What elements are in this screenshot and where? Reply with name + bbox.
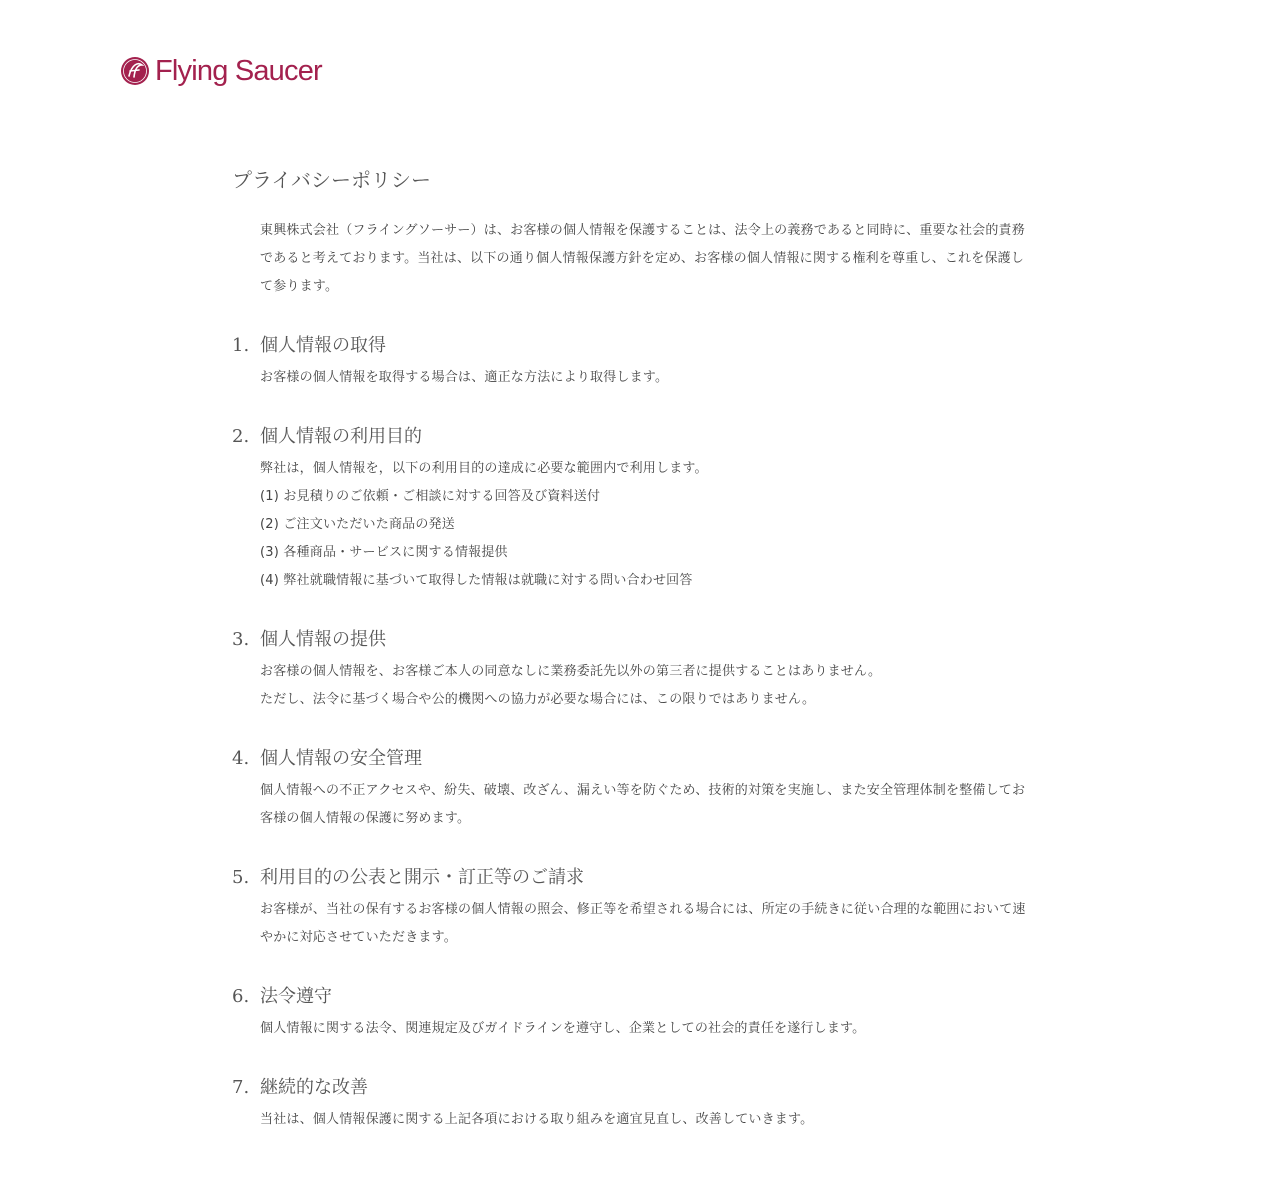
- section-body: [260, 896, 1032, 952]
- section-text: お客様の個人情報を、お客様ご本人の同意なしに業務委託先以外の第三者に提供することはありません。: [260, 664, 882, 679]
- section-number: 3.: [232, 629, 250, 650]
- section-body: [260, 658, 1032, 714]
- flying-saucer-logo-icon: [120, 56, 150, 86]
- section-acquisition: [232, 332, 1032, 392]
- section-text: 個人情報に関する法令、関連規定及びガイドラインを遵守し、企業としての社会的責任を遂行します。: [260, 1021, 866, 1036]
- section-title: 利用目的の公表と開示・訂正等のご請求: [260, 867, 584, 888]
- section-purpose: [232, 423, 1032, 595]
- section-security: [232, 745, 1032, 833]
- section-text: ただし、法令に基づく場合や公的機関への協力が必要な場合には、この限りではありません。: [260, 692, 816, 707]
- section-number: 7.: [232, 1077, 250, 1098]
- section-body: [260, 455, 1032, 595]
- section-text: お客様の個人情報を取得する場合は、適正な方法により取得します。: [260, 370, 669, 385]
- section-heading: [232, 332, 1032, 360]
- section-body: [260, 1106, 1032, 1134]
- brand-name: Flying Saucer: [155, 55, 322, 87]
- section-body: [260, 777, 1032, 833]
- purpose-item: (1) お見積りのご依頼・ご相談に対する回答及び資料送付: [260, 489, 601, 504]
- section-text: 個人情報への不正アクセスや、紛失、破壊、改ざん、漏えい等を防ぐため、技術的対策を実施し、また安全管理体制を整備してお客様の個人情報の保護に努めます。: [260, 783, 1026, 826]
- section-disclosure: [232, 864, 1032, 952]
- brand-logo[interactable]: [120, 52, 322, 90]
- section-heading: [232, 864, 1032, 892]
- purpose-item: (4) 弊社就職情報に基づいて取得した情報は就職に対する問い合わせ回答: [260, 573, 693, 588]
- section-heading: [232, 1074, 1032, 1102]
- section-heading: [232, 626, 1032, 654]
- section-text: 弊社は，個人情報を，以下の利用目的の達成に必要な範囲内で利用します。: [260, 461, 708, 476]
- section-compliance: [232, 983, 1032, 1043]
- section-heading: [232, 423, 1032, 451]
- purpose-item: (3) 各種商品・サービスに関する情報提供: [260, 545, 508, 560]
- section-title: 継続的な改善: [260, 1077, 368, 1098]
- section-title: 法令遵守: [260, 986, 332, 1007]
- section-title: 個人情報の安全管理: [260, 748, 422, 769]
- purpose-item: (2) ご注文いただいた商品の発送: [260, 517, 455, 532]
- section-number: 4.: [232, 748, 250, 769]
- section-text: お客様が、当社の保有するお客様の個人情報の照会、修正等を希望される場合には、所定の手続きに従い合理的な範囲において速やかに対応させていただきます。: [260, 902, 1026, 945]
- section-heading: [232, 983, 1032, 1011]
- section-body: [260, 364, 1032, 392]
- section-text: 当社は、個人情報保護に関する上記各項における取り組みを適宜見直し、改善していきます。: [260, 1112, 814, 1127]
- section-body: [260, 1015, 1032, 1043]
- section-number: 2.: [232, 426, 250, 447]
- section-number: 5.: [232, 867, 250, 888]
- section-title: 個人情報の提供: [260, 629, 386, 650]
- section-title: 個人情報の取得: [260, 335, 386, 356]
- section-number: 1.: [232, 335, 250, 356]
- page-title: プライバシーポリシー: [232, 168, 431, 192]
- section-improvement: [232, 1074, 1032, 1134]
- privacy-policy-content: [232, 164, 1032, 1134]
- section-heading: [232, 745, 1032, 773]
- section-provision: [232, 626, 1032, 714]
- section-number: 6.: [232, 986, 250, 1007]
- section-title: 個人情報の利用目的: [260, 426, 422, 447]
- intro-paragraph: 東興株式会社（フライングソーサー）は、お客様の個人情報を保護することは、法令上の義務であると同時に、重要な社会的責務であると考えております。当社は、以下の通り個人情報保護方針を定め、お客様の個人情報に関する権利を尊重し、これを保護して参ります。: [260, 223, 1025, 294]
